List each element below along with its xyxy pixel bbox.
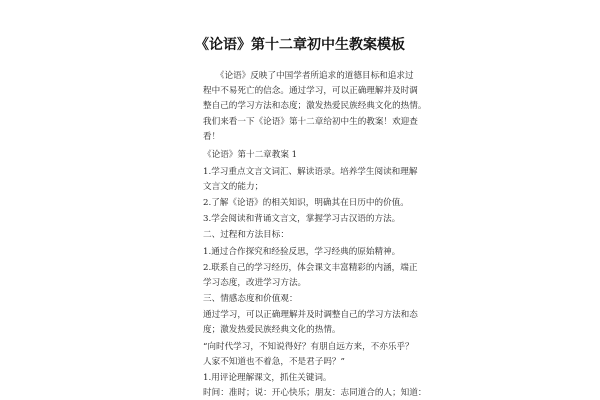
text-line: 我们来看一下《论语》第十二章给初中生的教案！欢迎查 <box>203 117 418 127</box>
text-line: 时间：准时；说：开心快乐；朋友：志同道合的人；知道： <box>203 388 427 398</box>
section-heading: 二、过程和方法目标： <box>203 230 289 240</box>
text-line: 看！ <box>203 132 221 142</box>
section-heading: 《论语》第十二章教案 1 <box>203 150 298 160</box>
quote-line: 人家不知道也不着急，不是君子吗？” <box>203 357 345 367</box>
text-line: 通过学习，可以正确理解并及时调整自己的学习方法和态 <box>203 310 418 320</box>
document-title: 《论语》第十二章初中生教案模板 <box>195 37 405 53</box>
text-line: 1.通过合作探究和经验反思，学习经典的原始精神。 <box>203 247 401 257</box>
text-line: 3.学会阅读和背诵文言文，掌握学习古汉语的方法。 <box>203 214 401 224</box>
text-line: 程中不易死亡的信念。通过学习，可以正确理解并及时调 <box>203 86 418 96</box>
text-line: 文言文的能力； <box>203 182 264 192</box>
quote-line: “向时代学习，不知说得好？有朋自远方来，不亦乐乎？ <box>203 342 414 352</box>
text-line: 整自己的学习方法和态度；激发热爱民族经典文化的热情。 <box>203 101 427 111</box>
section-heading: 三、情感态度和价值观： <box>203 294 298 304</box>
text-line: 1.用评论理解课文，抓住关键词。 <box>203 373 332 383</box>
text-line: 2.联系自己的学习经历，体会课文丰富精彩的内涵，端正 <box>203 263 418 273</box>
text-line: 1.学习重点文言文词汇、解读语录。培养学生阅读和理解 <box>203 167 418 177</box>
text-line: 度；激发热爱民族经典文化的热情。 <box>203 325 341 335</box>
text-line: 学习态度，改进学习方法。 <box>203 278 307 288</box>
text-line: 《论语》反映了中国学者所追求的道德目标和追求过 <box>203 71 414 81</box>
text-line: 2.了解《论语》的相关知识，明确其在日历中的价值。 <box>203 198 409 208</box>
